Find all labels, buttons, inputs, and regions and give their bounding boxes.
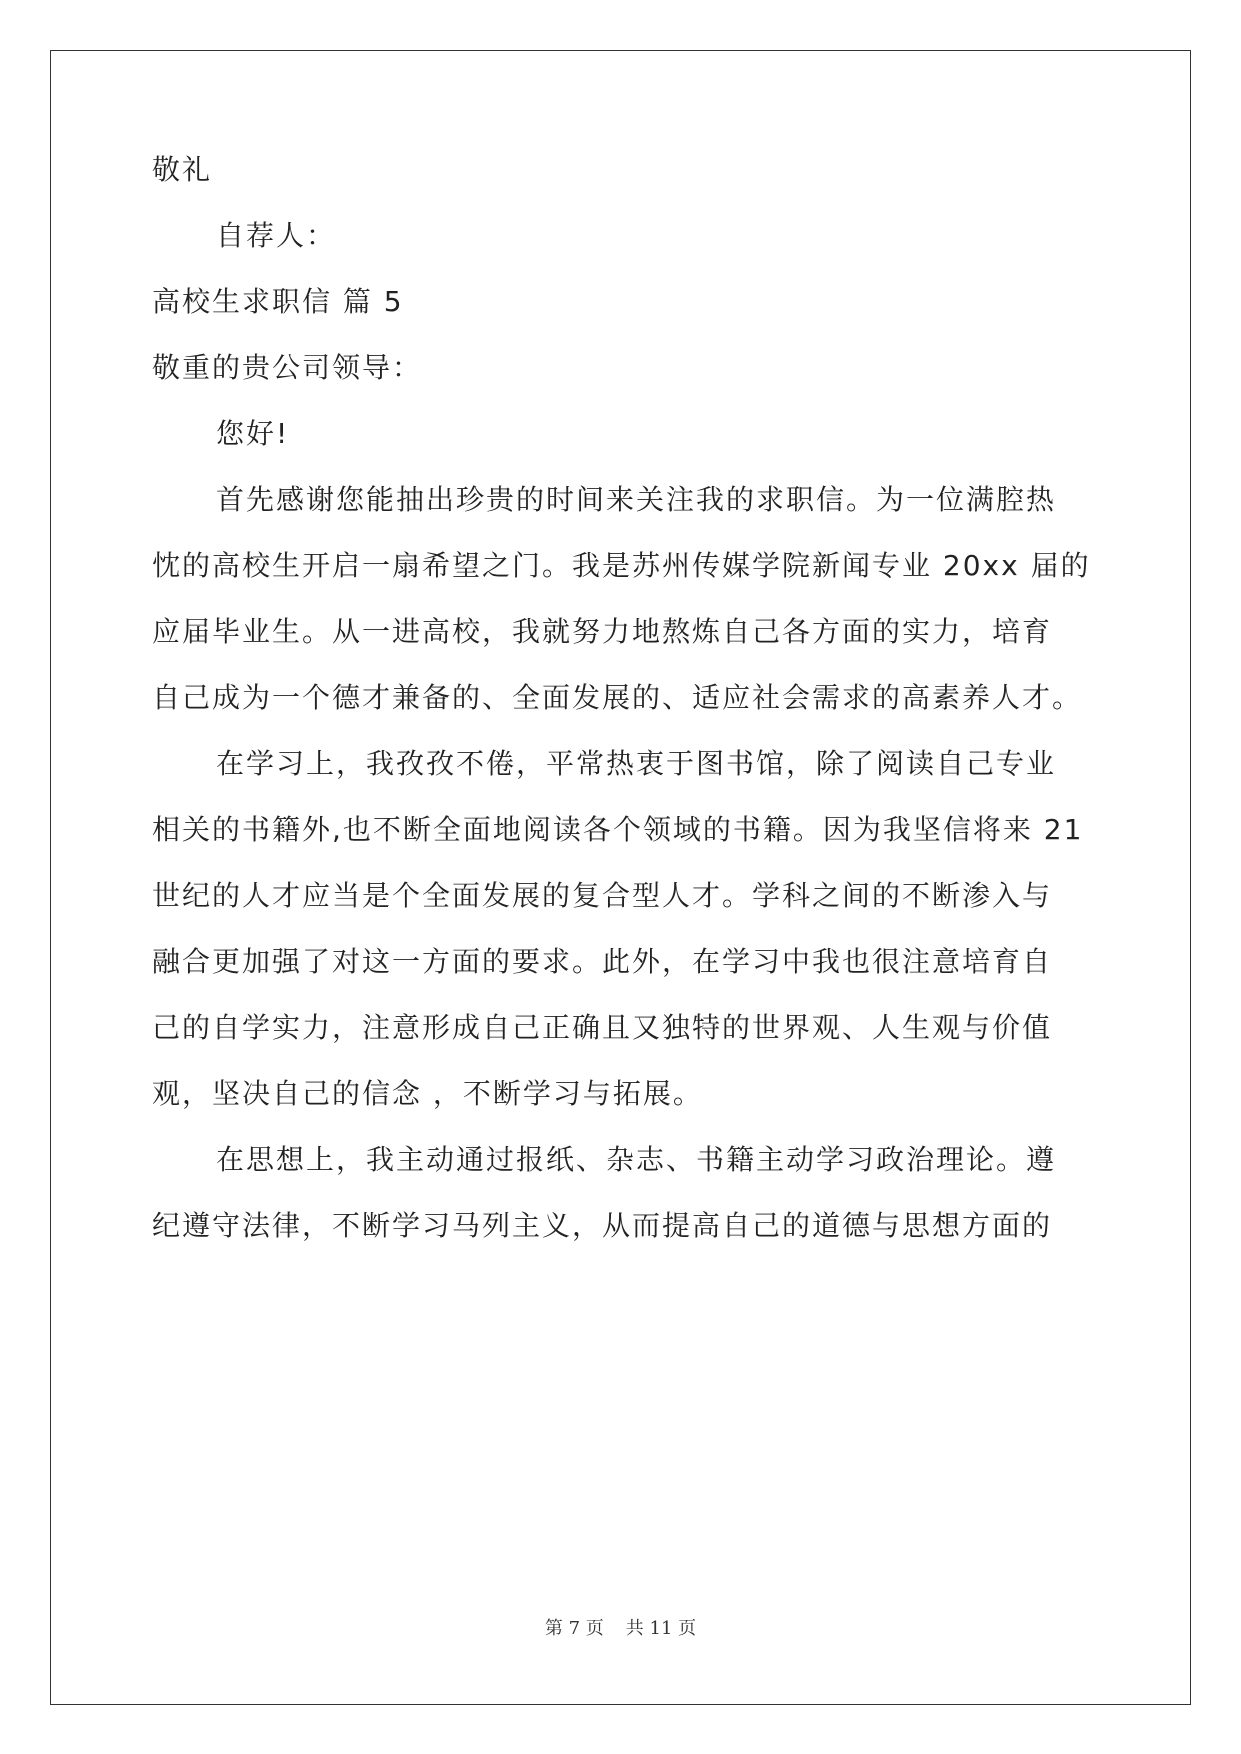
letter-body <box>152 137 1092 1259</box>
page-number-total: 共 11 页 <box>625 1618 697 1639</box>
paragraph-line: 相关的书籍外,也不断全面地阅读各个领域的书籍。因为我坚信将来 21 <box>152 813 1084 846</box>
paragraph-line: 纪遵守法律，不断学习马列主义，从而提高自己的道德与思想方面的 <box>152 1209 1053 1242</box>
salutation: 敬重的贵公司领导： <box>152 351 423 384</box>
paragraph-line: 观，坚决自己的信念 ，不断学习与拓展。 <box>152 1077 703 1110</box>
paragraph-line: 首先感谢您能抽出珍贵的时间来关注我的求职信。为一位满腔热 <box>216 483 1057 516</box>
paragraph-line: 在思想上，我主动通过报纸、杂志、书籍主动学习政治理论。遵 <box>216 1143 1057 1176</box>
paragraph-line: 应届毕业生。从一进高校，我就努力地熬炼自己各方面的实力，培育 <box>152 615 1053 648</box>
greeting: 您好! <box>216 417 290 450</box>
page-footer <box>0 1614 1241 1640</box>
section-heading: 高校生求职信 篇 5 <box>152 285 404 318</box>
paragraph-line: 忱的高校生开启一扇希望之门。我是苏州传媒学院新闻专业 20xx 届的 <box>152 549 1091 582</box>
paragraph-line: 自己成为一个德才兼备的、全面发展的、适应社会需求的高素养人才。 <box>152 681 1083 714</box>
text-line: 敬礼 <box>152 153 213 186</box>
paragraph-line: 己的自学实力，注意形成自己正确且又独特的世界观、人生观与价值 <box>152 1011 1053 1044</box>
paragraph-line: 融合更加强了对这一方面的要求。此外，在学习中我也很注意培育自 <box>152 945 1053 978</box>
text-line: 自荐人： <box>216 219 337 252</box>
page-number-current: 第 7 页 <box>544 1618 604 1639</box>
paragraph-line: 在学习上，我孜孜不倦，平常热衷于图书馆，除了阅读自己专业 <box>216 747 1057 780</box>
paragraph-line: 世纪的人才应当是个全面发展的复合型人才。学科之间的不断渗入与 <box>152 879 1053 912</box>
